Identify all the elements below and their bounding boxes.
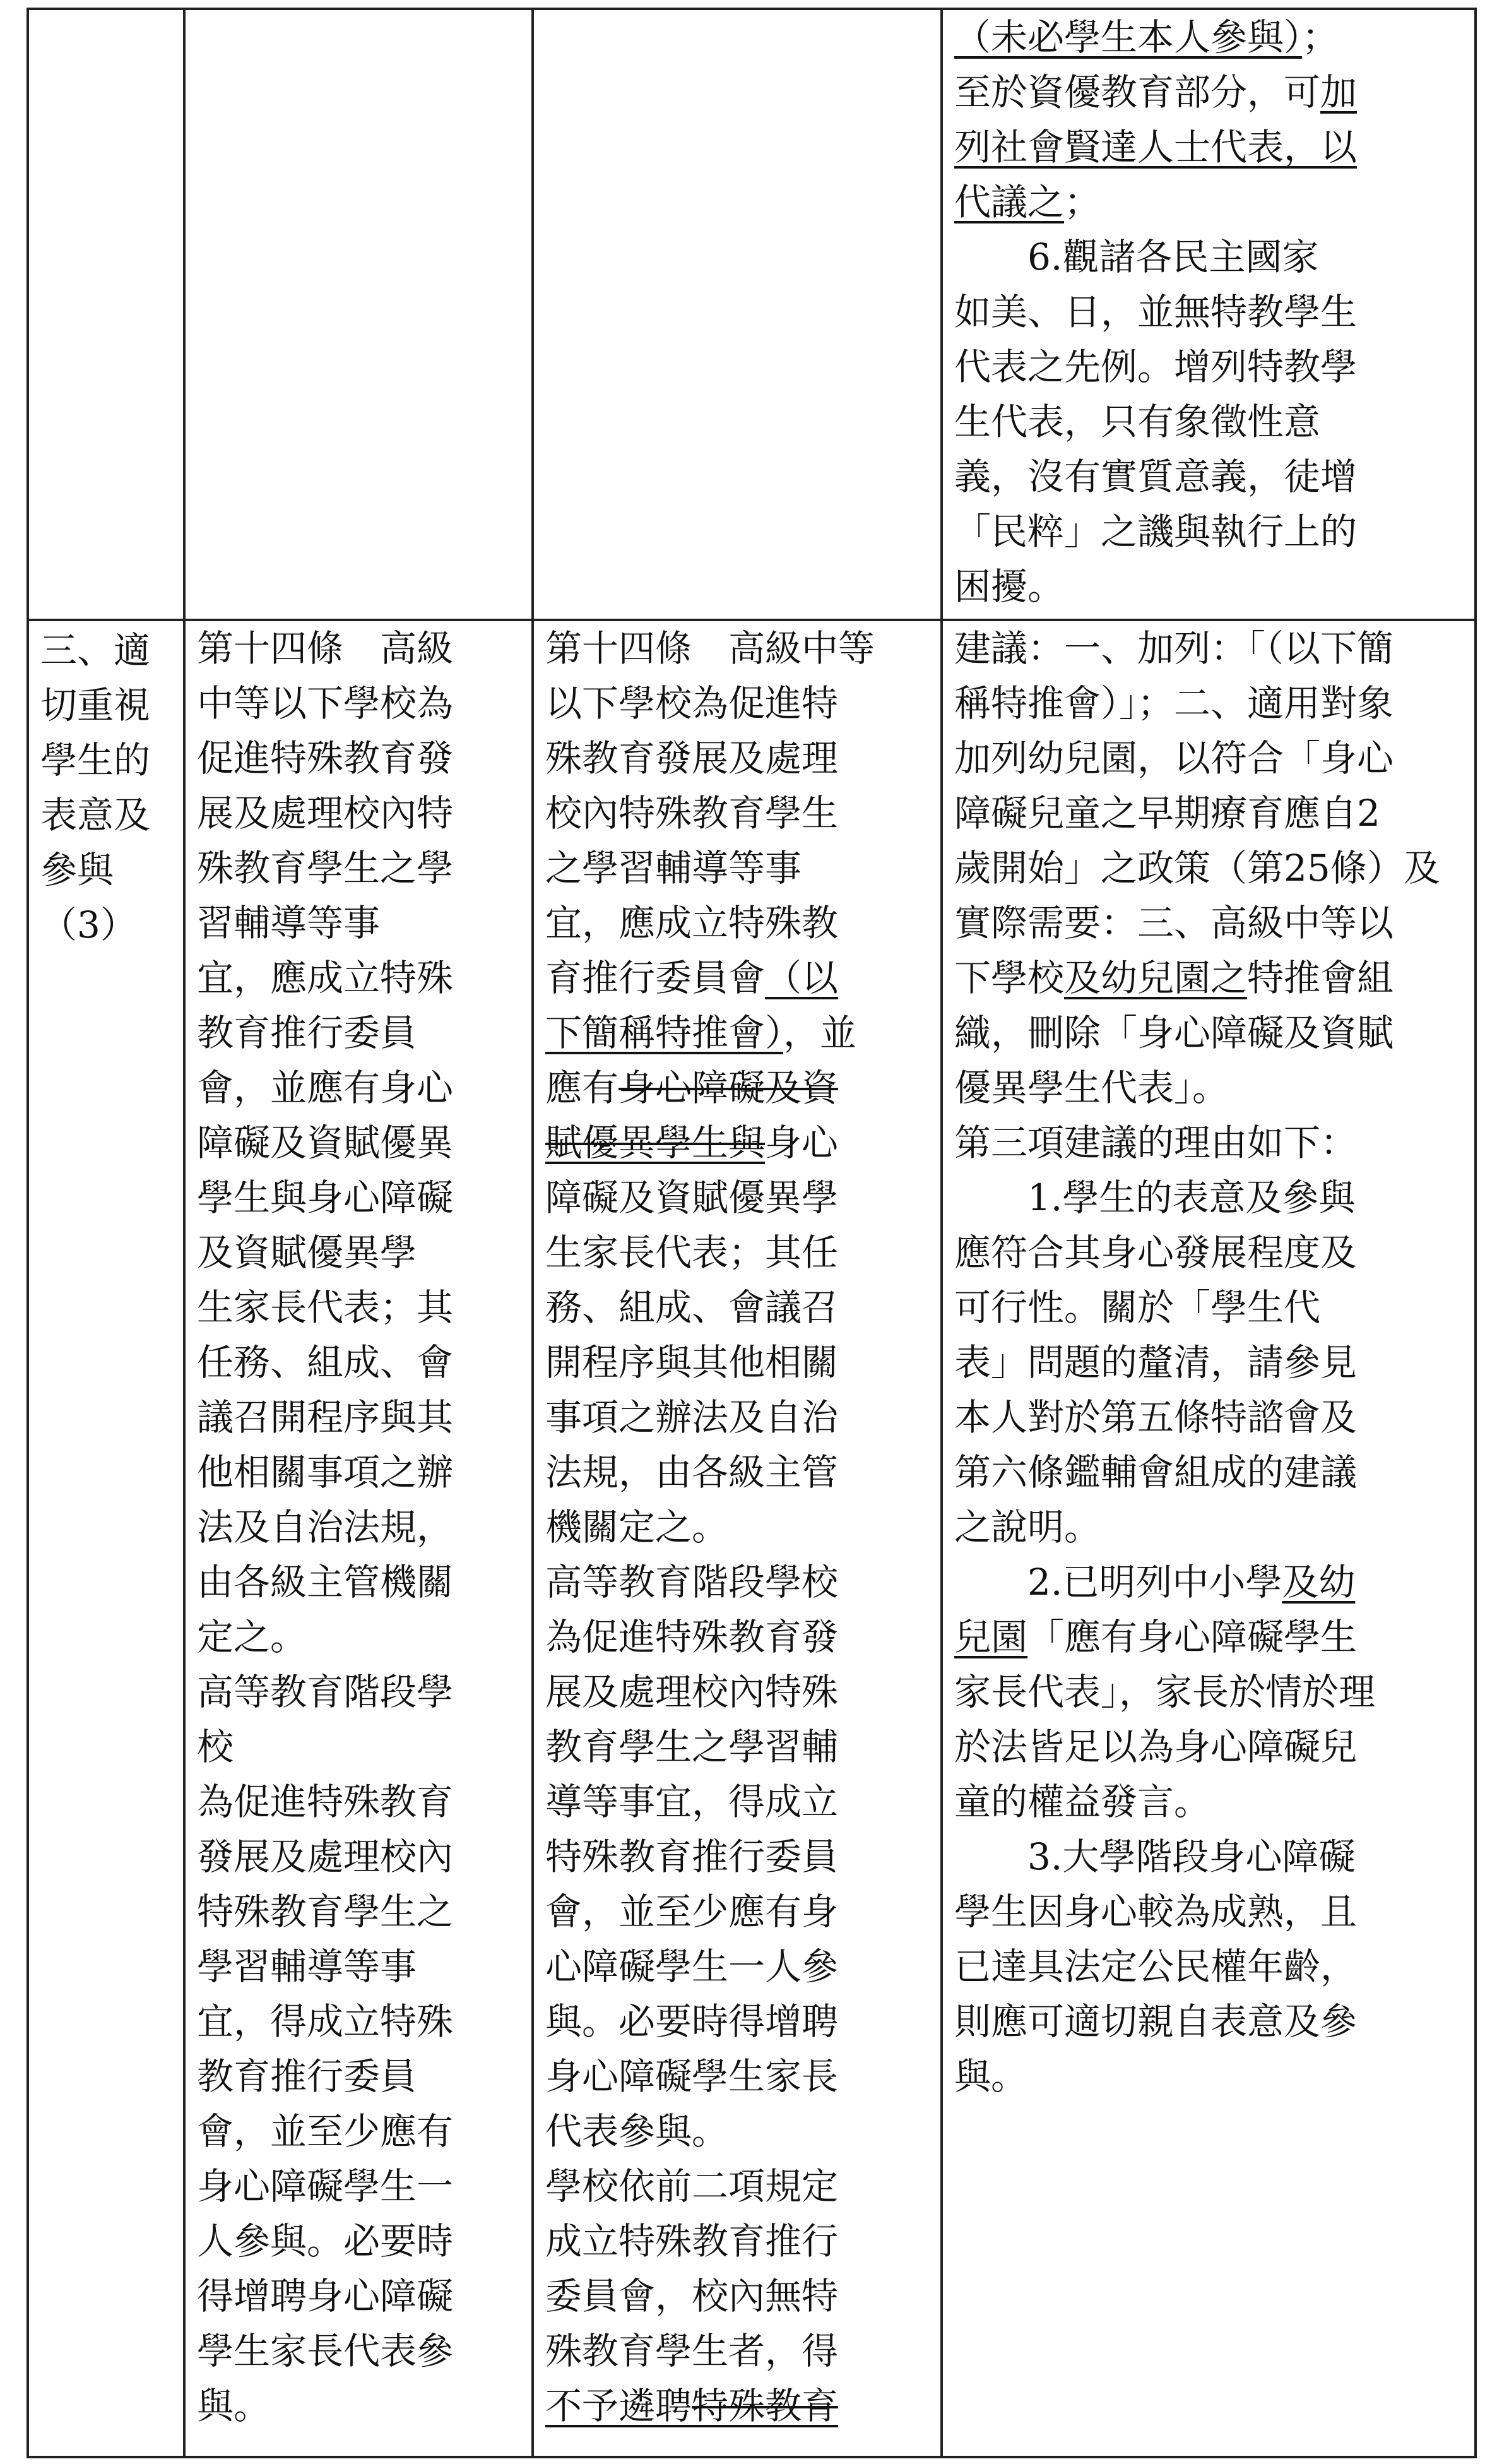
- row1-col3-cell: [533, 9, 942, 620]
- text-line: [545, 1225, 932, 1280]
- text-segment: 育推行委員會: [545, 956, 766, 999]
- text-line: [954, 1665, 1465, 1720]
- text-line: [545, 1720, 932, 1775]
- text-segment: 第十四條 高級中等: [545, 627, 875, 670]
- text-line: [954, 951, 1465, 1006]
- text-line: （3）: [40, 903, 137, 946]
- text-line: [545, 1994, 932, 2049]
- text-line: [545, 621, 932, 676]
- text-line: [954, 175, 1465, 230]
- text-line: 人參與。必要時: [197, 2220, 454, 2263]
- inserted-text: （未必學生本人參與）: [954, 16, 1303, 59]
- text-line: [954, 1225, 1465, 1280]
- text-line: 由各級主管機關: [197, 1561, 454, 1604]
- text-segment: 已達具法定公民權年齡，: [954, 1945, 1358, 1988]
- text-segment: 稱特推會）」；二、適用對象: [954, 682, 1394, 725]
- text-line: [545, 2214, 932, 2269]
- text-line: [545, 1939, 932, 1994]
- text-line: [954, 340, 1465, 395]
- text-line: [545, 731, 932, 786]
- text-line: [545, 1335, 932, 1390]
- draft-amendment-cell: [533, 620, 942, 2457]
- text-segment: 加列幼兒園，以符合「身心: [954, 737, 1394, 780]
- text-line: [954, 449, 1465, 504]
- text-line: [545, 2269, 932, 2324]
- text-line: [954, 285, 1465, 340]
- text-segment: ；: [1302, 16, 1339, 59]
- text-line: [954, 896, 1465, 951]
- text-line: [545, 1116, 932, 1170]
- text-line: 生家長代表；其: [197, 1286, 454, 1329]
- text-segment: ，並: [783, 1011, 857, 1054]
- text-line: [954, 65, 1465, 120]
- text-segment: 與。: [954, 2055, 1028, 2098]
- text-segment: 高等教育階段學校: [545, 1561, 839, 1604]
- text-line: 會，並至少應有: [197, 2110, 454, 2153]
- text-segment: 2.已明列中小學: [954, 1561, 1282, 1604]
- deleted-text: 特殊教育: [692, 2384, 839, 2427]
- text-line: [954, 621, 1465, 676]
- text-line: [954, 731, 1465, 786]
- text-line: [954, 1884, 1465, 1939]
- text-segment: 殊教育學生者，得: [545, 2330, 839, 2372]
- text-line: 學生的: [40, 739, 151, 782]
- text-segment: 代表之先例。增列特教學: [954, 345, 1358, 388]
- text-segment: 特殊教育推行委員: [545, 1835, 839, 1878]
- text-segment: 義，沒有實質意義，徒增: [954, 455, 1358, 498]
- suggestion-cell: [942, 620, 1476, 2457]
- text-line: [954, 841, 1465, 896]
- text-segment: 障礙兒童之早期療育應自2: [954, 792, 1380, 835]
- text-line: [545, 951, 932, 1006]
- current-law-cell: [184, 620, 533, 2457]
- text-line: [954, 676, 1465, 731]
- text-line: [954, 120, 1465, 175]
- text-segment: 會，並至少應有身: [545, 1890, 839, 1933]
- text-line: [545, 2104, 932, 2159]
- text-segment: 法規，由各級主管: [545, 1451, 839, 1494]
- text-line: 他相關事項之辦: [197, 1451, 454, 1494]
- text-segment: 本人對於第五條特諮會及: [954, 1396, 1358, 1439]
- text-segment: 宜，應成立特殊教: [545, 902, 839, 944]
- text-line: [545, 1280, 932, 1335]
- deleted-text: 身心障礙及資: [618, 1066, 839, 1109]
- text-segment: 6.觀諸各民主國家: [954, 235, 1319, 278]
- text-line: 切重視: [40, 684, 151, 727]
- text-segment: 身心障礙學生家長: [545, 2055, 839, 2098]
- text-segment: 則應可適切親自表意及參: [954, 2000, 1358, 2043]
- text-segment: 建議：一、加列：「（以下簡: [954, 627, 1394, 670]
- text-line: [954, 1335, 1465, 1390]
- text-line: [954, 1061, 1465, 1116]
- text-line: [954, 230, 1465, 285]
- text-line: 宜，應成立特殊: [197, 956, 454, 999]
- row1-col1-cell: [28, 9, 184, 620]
- text-segment: 殊教育發展及處理: [545, 737, 839, 780]
- text-line: [545, 1775, 932, 1830]
- text-segment: 童的權益發言。: [954, 1780, 1211, 1823]
- text-line: [954, 2049, 1465, 2104]
- inserted-text: 代議之: [954, 181, 1065, 223]
- text-segment: 特推會組: [1247, 956, 1394, 999]
- inserted-text: 下簡稱特推會）: [545, 1011, 784, 1054]
- text-line: [954, 10, 1465, 65]
- text-line: 三、適: [40, 629, 151, 672]
- text-segment: 如美、日，並無特教學生: [954, 290, 1358, 333]
- text-segment: 於法皆足以為身心障礙兒: [954, 1725, 1358, 1768]
- draft-amendment-text: [545, 621, 932, 2434]
- row1-col4-cell: [942, 9, 1476, 620]
- text-line: 身心障礙學生一: [197, 2165, 454, 2208]
- text-segment: 委員會，校內無特: [545, 2275, 839, 2318]
- text-segment: 可行性。關於「學生代: [954, 1286, 1321, 1329]
- text-line: [954, 1445, 1465, 1500]
- text-line: [545, 1390, 932, 1445]
- text-line: [545, 1061, 932, 1116]
- text-line: [545, 1665, 932, 1720]
- text-segment: 生代表，只有象徵性意: [954, 400, 1321, 443]
- text-line: [954, 1775, 1465, 1830]
- text-segment: 1.學生的表意及參與: [954, 1176, 1356, 1219]
- inserted-text: 加: [1320, 71, 1358, 114]
- topic-label: [40, 621, 174, 951]
- text-line: [954, 559, 1465, 614]
- text-line: [954, 1994, 1465, 2049]
- text-line: [954, 1720, 1465, 1775]
- text-line: [545, 1884, 932, 1939]
- text-segment: 「民粹」之譏與執行上的: [954, 510, 1358, 553]
- text-line: 為促進特殊教育: [197, 1780, 454, 1823]
- text-segment: 與。必要時得增聘: [545, 2000, 839, 2043]
- text-segment: 成立特殊教育推行: [545, 2220, 839, 2263]
- text-line: [954, 1939, 1465, 1994]
- text-line: [545, 2049, 932, 2104]
- text-line: 學習輔導等事: [197, 1945, 417, 1988]
- text-line: [954, 1610, 1465, 1665]
- text-segment: 學生因身心較為成熟，且: [954, 1890, 1358, 1933]
- text-segment: 實際需要：三、高級中等以: [954, 902, 1394, 944]
- text-line: [545, 786, 932, 841]
- text-segment: 應符合其身心發展程度及: [954, 1231, 1358, 1274]
- text-line: 展及處理校內特: [197, 792, 454, 835]
- text-line: [954, 1555, 1465, 1610]
- text-line: 與。: [197, 2384, 271, 2427]
- text-line: [545, 1610, 932, 1665]
- text-segment: 生家長代表；其任: [545, 1231, 839, 1274]
- text-segment: 表」問題的釐清，請參見: [954, 1341, 1358, 1384]
- text-segment: 歲開始」之政策（第25條）及: [954, 847, 1440, 890]
- text-line: 學生與身心障礙: [197, 1176, 454, 1219]
- text-line: 教育推行委員: [197, 2055, 417, 2098]
- text-line: [954, 1830, 1465, 1884]
- text-segment: 困擾。: [954, 565, 1065, 608]
- text-line: 中等以下學校為: [197, 682, 454, 725]
- text-segment: 第六條鑑輔會組成的建議: [954, 1451, 1358, 1494]
- text-segment: 為促進特殊教育發: [545, 1616, 839, 1658]
- row1-col4-text: [954, 10, 1465, 614]
- text-segment: ；: [1064, 181, 1101, 223]
- table-row: [28, 9, 1476, 620]
- text-line: 參與: [40, 848, 114, 891]
- text-segment: 導等事宜，得成立: [545, 1780, 839, 1823]
- text-segment: 以下學校為促進特: [545, 682, 839, 725]
- text-segment: 教育學生之學習輔: [545, 1725, 839, 1768]
- suggestion-text: [954, 621, 1465, 2104]
- text-line: [954, 1280, 1465, 1335]
- text-line: 教育推行委員: [197, 1011, 417, 1054]
- inserted-text: 列社會賢達人士代表，以: [954, 126, 1358, 169]
- text-line: 校: [197, 1725, 234, 1768]
- text-segment: 務、組成、會議召: [545, 1286, 839, 1329]
- inserted-text: 不予遴聘: [545, 2384, 692, 2427]
- text-segment: 機關定之。: [545, 1506, 729, 1549]
- text-segment: 第三項建議的理由如下：: [954, 1121, 1358, 1164]
- text-line: 宜，得成立特殊: [197, 2000, 454, 2043]
- text-line: [954, 1006, 1465, 1061]
- text-line: 第十四條 高級: [197, 627, 454, 670]
- inserted-text: （以: [765, 956, 839, 999]
- text-line: 議召開程序與其: [197, 1396, 454, 1439]
- text-line: [545, 1445, 932, 1500]
- text-line: [954, 1116, 1465, 1170]
- text-line: [545, 1006, 932, 1061]
- table-row: [28, 620, 1476, 2457]
- text-segment: 開程序與其他相關: [545, 1341, 839, 1384]
- text-segment: 織，刪除「身心障礙及資賦: [954, 1011, 1394, 1054]
- text-line: 得增聘身心障礙: [197, 2275, 454, 2318]
- text-segment: 校內特殊教育學生: [545, 792, 839, 835]
- text-segment: 之說明。: [954, 1506, 1101, 1549]
- text-line: [954, 786, 1465, 841]
- text-line: [954, 1500, 1465, 1555]
- comparison-table: [27, 8, 1477, 2458]
- text-segment: 學校依前二項規定: [545, 2165, 839, 2208]
- text-segment: 家長代表」，家長於情於理: [954, 1670, 1376, 1713]
- text-line: [545, 841, 932, 896]
- text-line: [545, 896, 932, 951]
- text-line: 表意及: [40, 794, 151, 836]
- text-line: 任務、組成、會: [197, 1341, 454, 1384]
- text-line: [954, 504, 1465, 559]
- text-segment: 「應有身心障礙學生: [1027, 1616, 1358, 1658]
- text-line: [545, 2379, 932, 2434]
- text-line: 殊教育學生之學: [197, 847, 454, 890]
- text-segment: 之學習輔導等事: [545, 847, 802, 890]
- inserted-text: 兒園: [954, 1616, 1028, 1658]
- topic-cell: [28, 620, 184, 2457]
- text-line: 發展及處理校內: [197, 1835, 454, 1878]
- text-line: 及資賦優異學: [197, 1231, 417, 1274]
- text-line: [545, 1500, 932, 1555]
- text-line: 定之。: [197, 1616, 307, 1658]
- text-line: [954, 1390, 1465, 1445]
- current-law-text: [197, 621, 523, 2434]
- text-line: [954, 395, 1465, 449]
- inserted-text: 及幼: [1282, 1561, 1356, 1604]
- text-segment: 心障礙學生一人參: [545, 1945, 839, 1988]
- text-line: 學生家長代表參: [197, 2330, 454, 2372]
- text-segment: 優異學生代表」。: [954, 1066, 1229, 1109]
- text-line: [545, 1830, 932, 1884]
- text-line: [545, 2324, 932, 2379]
- text-segment: 事項之辦法及自治: [545, 1396, 839, 1439]
- text-line: [545, 1170, 932, 1225]
- text-segment: 應有: [545, 1066, 619, 1109]
- text-line: 高等教育階段學: [197, 1670, 454, 1713]
- text-segment: 展及處理校內特殊: [545, 1670, 839, 1713]
- text-line: 習輔導等事: [197, 902, 381, 944]
- row1-col2-cell: [184, 9, 533, 620]
- text-line: 會，並應有身心: [197, 1066, 454, 1109]
- text-line: 法及自治法規，: [197, 1506, 454, 1549]
- text-line: [545, 2159, 932, 2214]
- text-line: 特殊教育學生之: [197, 1890, 454, 1933]
- text-segment: 下學校: [954, 956, 1065, 999]
- text-segment: 代表參與。: [545, 2110, 729, 2153]
- text-segment: 身心: [765, 1121, 839, 1164]
- text-line: 障礙及資賦優異: [197, 1121, 454, 1164]
- deleted-text: 賦優異學生與: [545, 1121, 766, 1164]
- text-line: [545, 1555, 932, 1610]
- text-line: [545, 676, 932, 731]
- text-segment: 3.大學階段身心障礙: [954, 1835, 1356, 1878]
- text-segment: 障礙及資賦優異學: [545, 1176, 839, 1219]
- inserted-text: 及幼兒園之: [1064, 956, 1248, 999]
- text-line: [954, 1170, 1465, 1225]
- text-line: 促進特殊教育發: [197, 737, 454, 780]
- text-segment: 至於資優教育部分，可: [954, 71, 1321, 114]
